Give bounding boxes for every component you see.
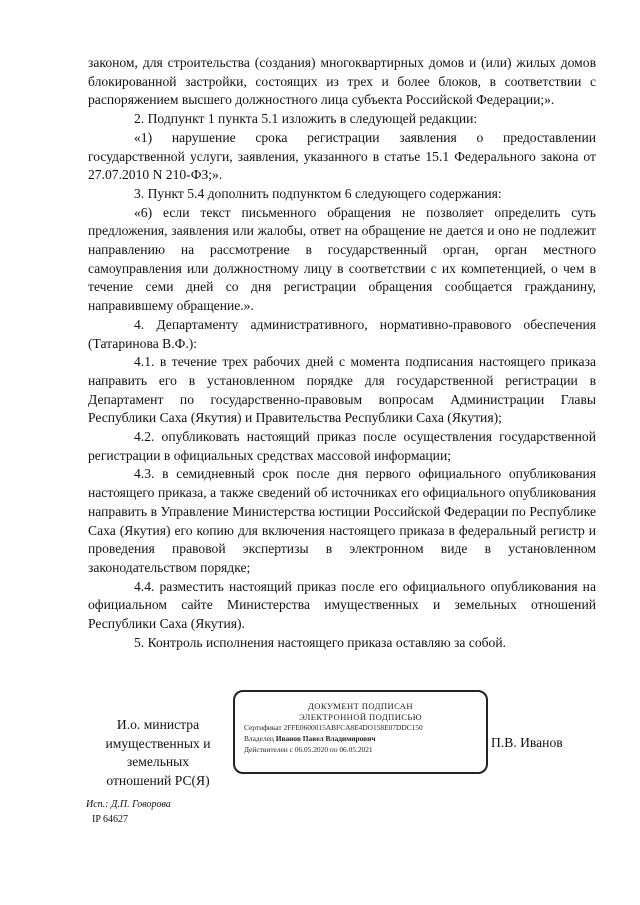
signatory-title-line: имущественных и: [105, 735, 211, 751]
stamp-title: [235, 701, 486, 722]
stamp-title-line: ЭЛЕКТРОННОЙ ПОДПИСЬЮ: [298, 711, 422, 722]
stamp-validity: [244, 744, 486, 755]
paragraph: законом, для строительства (создания) многоквартирных домов и (или) жилых домов блокированной застройки, состоящих из трех и более блоков, в соответствии с распоряжением высшего должностного лица субъекта Российской Федерации;».: [88, 55, 596, 108]
registration-number: IP 64627: [92, 814, 129, 825]
signatory-title: [98, 716, 218, 791]
stamp-owner: [244, 733, 486, 744]
stamp-owner-value: Иванов Павел Владимирович: [275, 734, 376, 743]
stamp-certificate-value: 2FFE0600015ABFCA8E4DO158E07DDC150: [283, 723, 423, 732]
paragraph: «1) нарушение срока регистрации заявления о предоставлении государственной услуги, заявления, указанного в статье 15.1 Федерального закона от 27.07.2010 N 210-ФЗ;».: [88, 129, 596, 183]
paragraph: 4.1. в течение трех рабочих дней с момента подписания настоящего приказа направить его в установленном порядке для государственной регистрации в Департамент по государственно-правовым вопросам Администрации Главы Республики Саха (Якутия) и Правительства Республики Саха (Якутия);: [88, 354, 596, 426]
signatory-title-line: И.о. министра: [116, 717, 200, 732]
paragraph: 5. Контроль исполнения настоящего приказа оставляю за собой.: [134, 634, 507, 650]
stamp-title-line: ДОКУМЕНТ ПОДПИСАН: [308, 701, 413, 711]
signatory-name: П.В. Иванов: [491, 735, 563, 750]
electronic-signature-stamp: [233, 690, 488, 774]
paragraph: 4. Департаменту административного, нормативно-правового обеспечения (Татаринова В.Ф.):: [88, 316, 596, 351]
stamp-certificate: [244, 722, 486, 733]
paragraph: 2. Подпункт 1 пункта 5.1 изложить в следующей редакции:: [134, 111, 478, 127]
stamp-certificate-label: Сертификат: [244, 723, 282, 732]
stamp-owner-label: Владелец: [244, 734, 274, 743]
paragraph: 4.4. разместить настоящий приказ после его официального опубликования на официальном сайте Министерства имущественных и земельных отношений Республики Саха (Якутия).: [88, 578, 596, 632]
paragraph: 3. Пункт 5.4 дополнить подпунктом 6 следующего содержания:: [134, 185, 502, 201]
signatory-title-line: земельных: [126, 754, 190, 770]
paragraph: «6) если текст письменного обращения не позволяет определить суть предложения, заявления или жалобы, ответ на обращение не дается и оно не подлежит направлению на рассмотрение в государственный орган, орган местного самоуправления или должностному лицу в соответствии с их компетенцией, о чем в течение семи дней со дня регистрации обращения сообщается гражданину, направившему обращение.».: [88, 204, 596, 314]
executor-note: Исп.: Д.П. Говорова: [86, 799, 171, 810]
paragraph: 4.2. опубликовать настоящий приказ после осуществления государственной регистрации в официальных средствах массовой информации;: [88, 429, 596, 463]
paragraph: 4.3. в семидневный срок после дня первого официального опубликования настоящего приказа, а также сведений об источниках его официального опубликования направить в Управление Министерства юстиции Российской Федерации по Республике Саха (Якутия) его копию для включения настоящего приказа в федеральный регистр и проведения правовой экспертизы в электронном виде в установленном законодательством порядке;: [88, 466, 596, 575]
stamp-validity-value: с 06.05.2020 по 06.05.2021: [289, 745, 373, 754]
stamp-validity-label: Действителен: [244, 745, 288, 754]
document-body: [88, 54, 596, 653]
signatory-title-line: отношений РС(Я): [106, 773, 210, 789]
